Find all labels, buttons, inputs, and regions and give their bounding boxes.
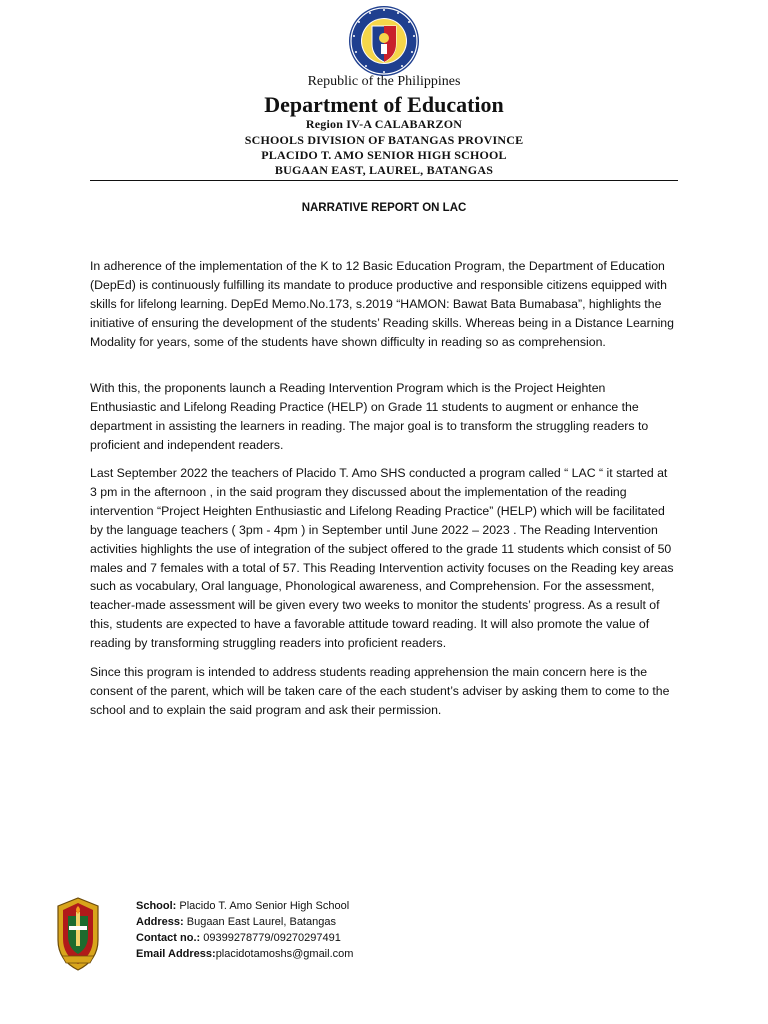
- school-crest-icon: [54, 896, 102, 972]
- paragraph-consent: Since this program is intended to address students reading apprehension the main concern here is the consent of the parent, which will be taken care of the each student’s adviser by asking them to come to the school and to explain the said program and ask their permission.: [90, 665, 670, 717]
- report-title: NARRATIVE REPORT ON LAC: [301, 202, 467, 214]
- address-value: Bugaan East Laurel, Batangas: [183, 916, 336, 928]
- school-label: School:: [136, 900, 177, 912]
- contact-number-value: 09399278779/09270297491: [200, 932, 341, 944]
- contact-block: [136, 898, 353, 962]
- contact-number-line: [136, 930, 353, 946]
- contact-address-line: [136, 914, 353, 930]
- school-value: Placido T. Amo Senior High School: [176, 900, 350, 912]
- email-label: Email Address:: [136, 948, 216, 960]
- republic-heading: Republic of the Philippines: [307, 74, 461, 89]
- division-heading: SCHOOLS DIVISION OF BATANGAS PROVINCE: [244, 133, 524, 147]
- header-divider: [90, 180, 678, 181]
- school-heading: PLACIDO T. AMO SENIOR HIGH SCHOOL: [261, 148, 507, 162]
- region-heading: Region IV-A CALABARZON: [305, 117, 463, 131]
- address-label: Address:: [136, 916, 184, 928]
- paragraph-lac: Last September 2022 the teachers of Placido T. Amo SHS conducted a program called “ LAC “ it started at 3 pm in the afternoon , in the said program they discussed about the implementation of the reading intervention “Project Heighten Enthusiastic and Lifelong Reading Practice” (HELP) which will be facilitated by the language teachers ( 3pm - 4pm ) in September until June 2022 – 2023 . The Reading Intervention activities highlights the use of integration of the subject offered to the grade 11 students which consist of 50 males and 7 females with a total of 57. This Reading Intervention activity focuses on the Reading key areas such as vocabulary, Oral language, Phonological awareness, and Comprehension. For the assessment, teacher-made assessment will be given every two weeks to monitor the students’ progress. As a result of this, students are expected to have a favorable attitude toward reading. It will also promote the value of reading by transforming struggling readers into proficient readers.: [90, 466, 674, 651]
- contact-school-line: [136, 898, 353, 914]
- paragraph-intro: In adherence of the implementation of the K to 12 Basic Education Program, the Department of Education (DepEd) is continuously fulfilling its mandate to produce productive and responsible citizens equipped with skills for lifelong learning. DepEd Memo.No.173, s.2019 “HAMON: Bawat Bata Bumabasa”, highlights the initiative of ensuring the development of the students’ Reading skills. Whereas being in a Distance Learning Modality for years, some of the students have shown difficulty in reading so as comprehension.: [90, 259, 674, 349]
- contact-email-line: [136, 946, 353, 962]
- address-heading: BUGAAN EAST, LAUREL, BATANGAS: [274, 163, 494, 177]
- department-heading: Department of Education: [264, 92, 504, 117]
- paragraph-program: With this, the proponents launch a Reading Intervention Program which is the Project Heighten Enthusiastic and Lifelong Reading Practice (HELP) on Grade 11 students to augment or enhance the department in assisting the learners in reading. The major goal is to transform the struggling readers to proficient and independent readers.: [90, 381, 649, 452]
- deped-seal-icon: [342, 4, 426, 78]
- contact-number-label: Contact no.:: [136, 932, 201, 944]
- email-value[interactable]: placidotamoshs@gmail.com: [215, 948, 354, 960]
